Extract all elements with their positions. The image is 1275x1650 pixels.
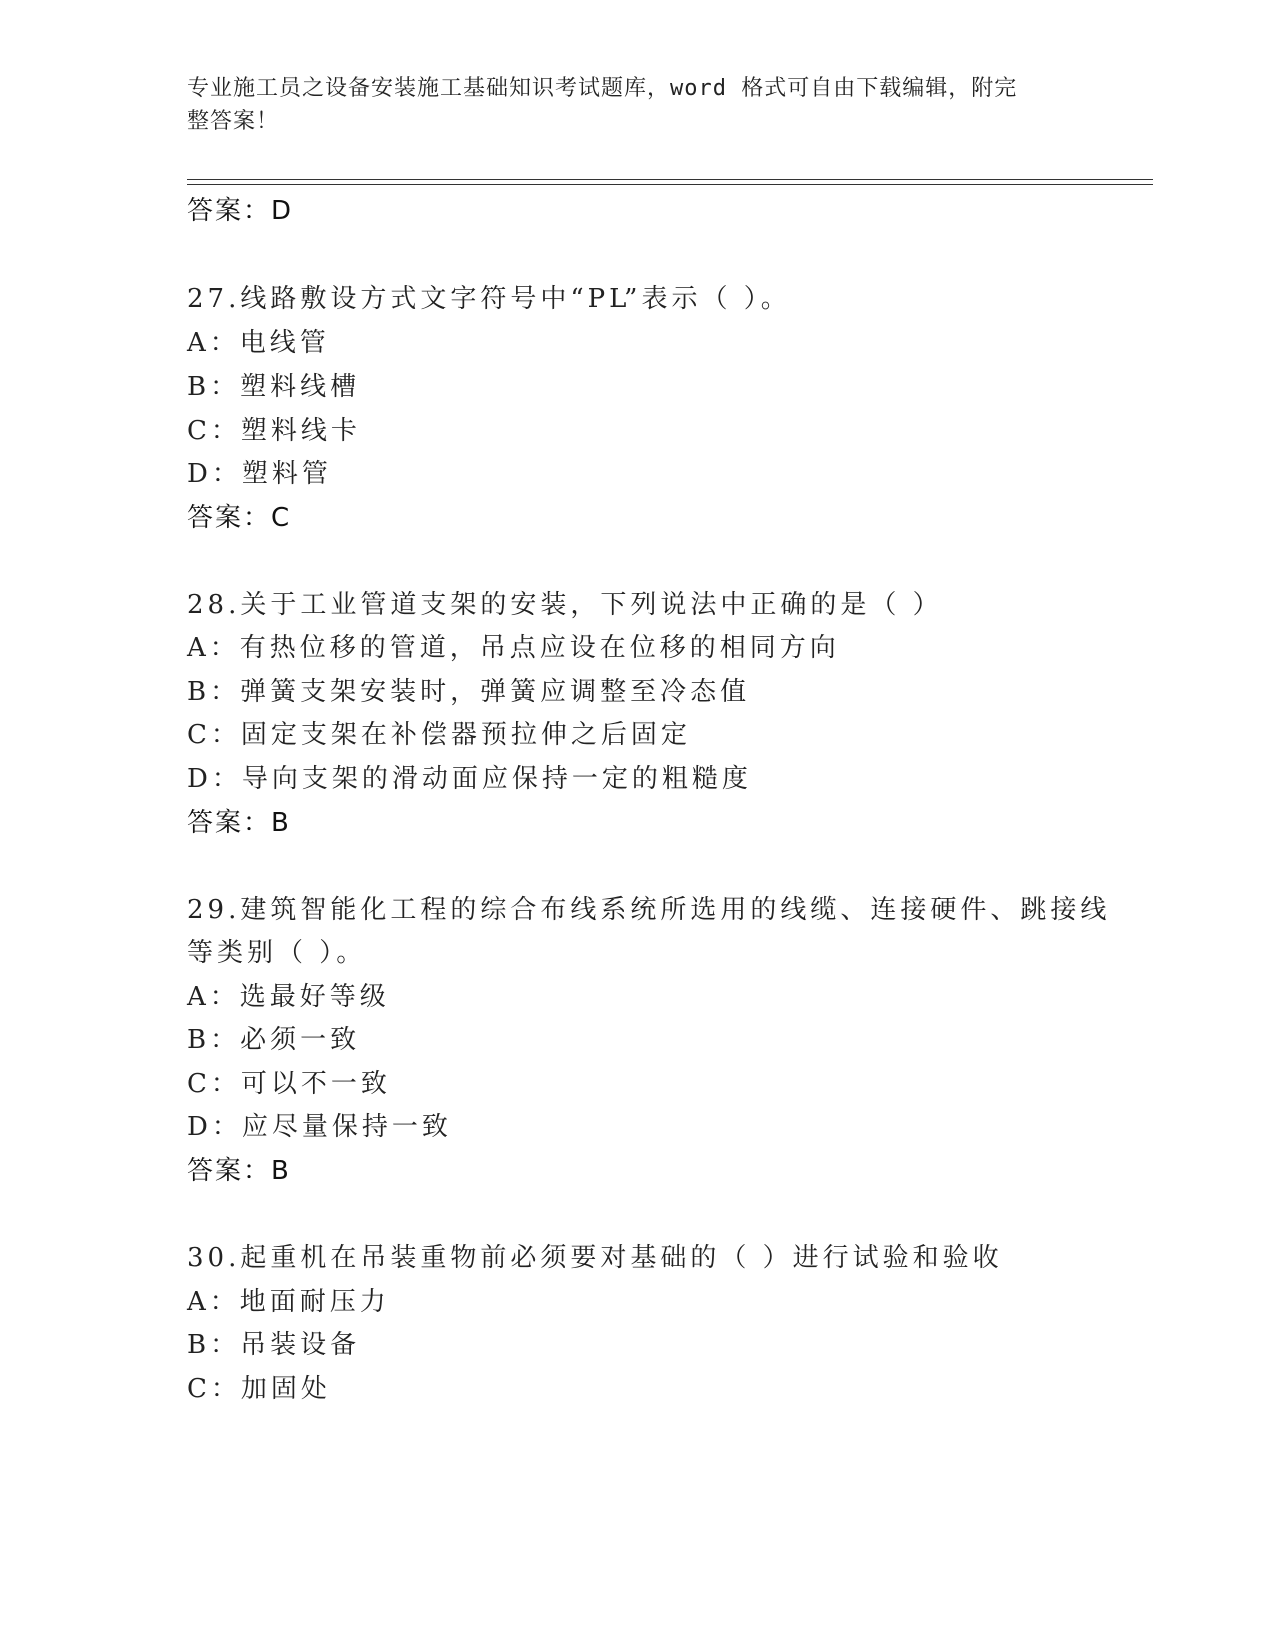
question-27-option-d: D：塑料管 <box>187 459 332 489</box>
question-29-option-c: C：可以不一致 <box>187 1069 391 1099</box>
answer-q26: 答案：D <box>187 196 294 226</box>
question-27-option-a: A：电线管 <box>187 328 330 358</box>
document-header <box>187 72 1057 138</box>
question-28-option-a: A：有热位移的管道，吊点应设在位移的相同方向 <box>187 633 840 663</box>
question-30-option-a: A：地面耐压力 <box>187 1287 390 1317</box>
question-30-text: 30.起重机在吊装重物前必须要对基础的（ ）进行试验和验收 <box>187 1243 1003 1273</box>
question-28-option-b: B：弹簧支架安装时，弹簧应调整至冷态值 <box>187 677 751 707</box>
header-divider-top <box>187 179 1153 180</box>
answer-q29: 答案：B <box>187 1156 291 1186</box>
answer-q28: 答案：B <box>187 808 291 838</box>
header-divider-bottom <box>187 184 1153 185</box>
question-29-option-d: D：应尽量保持一致 <box>187 1112 452 1142</box>
question-29-option-a: A：选最好等级 <box>187 982 390 1012</box>
question-29-text-line-1: 29.建筑智能化工程的综合布线系统所选用的线缆、连接硬件、跳接线 <box>187 895 1111 925</box>
question-27-option-b: B：塑料线槽 <box>187 372 361 402</box>
question-30-option-c: C：加固处 <box>187 1374 331 1404</box>
header-line-1: 专业施工员之设备安装施工基础知识考试题库，word 格式可自由下载编辑，附完 <box>187 76 1018 101</box>
answer-q27: 答案：C <box>187 503 292 533</box>
question-28-option-d: D：导向支架的滑动面应保持一定的粗糙度 <box>187 764 752 794</box>
question-30-option-b: B：吊装设备 <box>187 1330 361 1360</box>
question-28-option-c: C：固定支架在补偿器预拉伸之后固定 <box>187 720 691 750</box>
header-line-2: 整答案！ <box>187 109 280 134</box>
question-29-text-line-2: 等类别（ ）。 <box>187 938 367 968</box>
question-28-text: 28.关于工业管道支架的安装，下列说法中正确的是（ ） <box>187 590 943 620</box>
question-29-option-b: B：必须一致 <box>187 1025 361 1055</box>
question-27-text: 27.线路敷设方式文字符号中“PL”表示（ ）。 <box>187 284 791 314</box>
question-27-option-c: C：塑料线卡 <box>187 416 361 446</box>
